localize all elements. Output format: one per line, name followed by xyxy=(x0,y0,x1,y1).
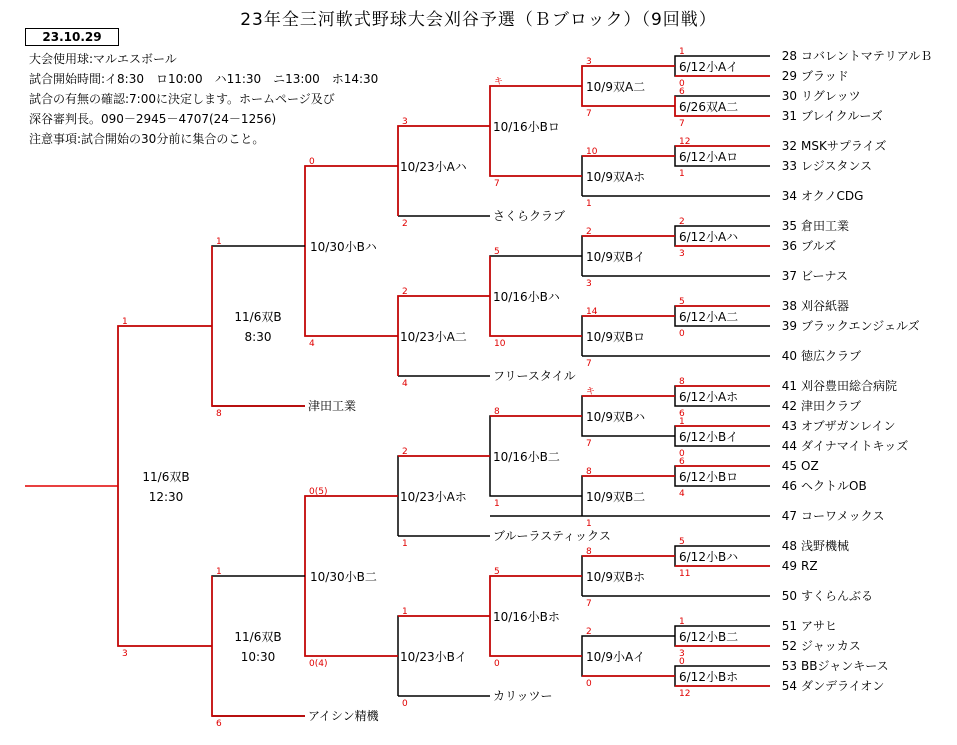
score-v2-top: 0(5) xyxy=(309,487,328,497)
team-number: 28 xyxy=(781,49,797,63)
team-name: 刈谷紙器 xyxy=(801,299,850,313)
team-entry xyxy=(777,509,885,523)
team-name: コバレントマテリアルＢ xyxy=(801,49,933,63)
bracket-lines-round2 xyxy=(582,66,675,676)
match-label: 6/12小Aイ xyxy=(679,60,739,74)
seeded-team: フリースタイル xyxy=(493,369,576,383)
score-final-bottom: 3 xyxy=(122,649,128,659)
score-41: 8 xyxy=(679,377,685,387)
team-entry xyxy=(777,189,863,203)
score-q7-bottom: 7 xyxy=(586,599,592,609)
team-number: 30 xyxy=(781,89,797,103)
team-entry xyxy=(777,459,819,473)
team-entry xyxy=(777,589,873,603)
team-number: 32 xyxy=(781,139,797,153)
team-entry xyxy=(777,399,861,413)
score-w1-bottom: 8 xyxy=(216,409,222,419)
score-43: 1 xyxy=(679,417,685,427)
score-q5-top: キ xyxy=(586,387,596,397)
team-number: 33 xyxy=(781,159,797,173)
team-name: 徳広クラブ xyxy=(801,349,862,363)
team-entry xyxy=(777,379,897,393)
score-28: 1 xyxy=(679,47,685,57)
score-t3-bottom: 1 xyxy=(494,499,500,509)
seeded-team: 津田工業 xyxy=(308,399,357,413)
score-u3-bottom: 1 xyxy=(402,539,408,549)
match-time: 8:30 xyxy=(244,330,272,344)
score-q5-bottom: 7 xyxy=(586,439,592,449)
team-name: ブラックエンジェルズ xyxy=(801,319,920,333)
match-label: 6/12小Aロ xyxy=(679,150,739,164)
info-line-notes: 注意事項:試合開始の30分前に集合のこと。 xyxy=(29,132,265,146)
team-number: 35 xyxy=(781,219,797,233)
team-entry xyxy=(777,269,848,283)
team-number: 44 xyxy=(781,439,797,453)
match-time: 10:30 xyxy=(240,650,276,664)
score-w2-top: 1 xyxy=(216,567,222,577)
score-44: 0 xyxy=(679,449,685,459)
score-52: 3 xyxy=(679,649,685,659)
final-time: 12:30 xyxy=(148,490,184,504)
score-q2-top: 10 xyxy=(586,147,598,157)
team-entry xyxy=(777,159,872,173)
team-name: OZ xyxy=(801,459,819,473)
match-label: 6/12小B二 xyxy=(679,630,739,644)
score-u4-top: 1 xyxy=(402,607,408,617)
match-label: 10/9双A二 xyxy=(586,80,646,94)
match-label: 10/30小Bハ xyxy=(310,240,377,254)
date-box: 23.10.29 xyxy=(25,28,119,46)
team-entry xyxy=(777,109,883,123)
score-30: 6 xyxy=(679,87,685,97)
score-v1-top: 0 xyxy=(309,157,315,167)
team-name: ブレイクルーズ xyxy=(801,109,883,123)
score-v1-bottom: 4 xyxy=(309,339,315,349)
team-name: ブルズ xyxy=(801,239,837,253)
team-number: 53 xyxy=(781,659,797,673)
score-q1-top: 3 xyxy=(586,57,592,67)
score-q7-top: 8 xyxy=(586,547,592,557)
team-number: 49 xyxy=(781,559,797,573)
score-t4-bottom: 0 xyxy=(494,659,500,669)
team-name: ビーナス xyxy=(801,269,849,283)
team-entry xyxy=(777,69,849,83)
team-name: ヘクトルOB xyxy=(801,479,867,493)
final-label: 11/6双B xyxy=(142,470,190,484)
match-label: 10/16小B二 xyxy=(493,450,560,464)
match-label: 6/12小Aホ xyxy=(679,390,739,404)
page-title: 23年全三河軟式野球大会刈谷予選（Ｂブロック）（9回戦） xyxy=(240,10,717,30)
match-label: 10/9双Bホ xyxy=(586,570,646,584)
score-48: 5 xyxy=(679,537,685,547)
team-number: 42 xyxy=(781,399,797,413)
score-39: 0 xyxy=(679,329,685,339)
info-line-ball: 大会使用球:マルエスボール xyxy=(29,52,177,66)
score-t1-bottom: 7 xyxy=(494,179,500,189)
score-31: 7 xyxy=(679,119,685,129)
team-number: 37 xyxy=(781,269,797,283)
info-line-umpire: 深谷審判長。090－2945－4707(24－1256) xyxy=(29,112,277,126)
team-entry xyxy=(777,679,884,693)
match-label: 10/9双Bロ xyxy=(586,330,646,344)
team-number: 29 xyxy=(781,69,797,83)
bracket-lines-round3 xyxy=(398,86,582,696)
team-number: 47 xyxy=(781,509,797,523)
team-name: コーワメックス xyxy=(801,509,885,523)
info-line-start-times: 試合開始時間:イ8:30 ロ10:00 ハ11:30 ニ13:00 ホ14:30 xyxy=(29,72,379,86)
team-name: オブザガンレイン xyxy=(801,419,896,433)
score-u2-bottom: 4 xyxy=(402,379,408,389)
team-number: 41 xyxy=(781,379,797,393)
team-name: アサヒ xyxy=(801,619,838,633)
score-w1-top: 1 xyxy=(216,237,222,247)
team-name: BBジャンキース xyxy=(801,659,889,673)
team-entry xyxy=(777,239,836,253)
team-name: 倉田工業 xyxy=(801,219,850,233)
info-line-confirmation: 試合の有無の確認:7:00に決定します。ホームページ及び xyxy=(29,92,335,106)
team-number: 31 xyxy=(781,109,797,123)
score-t4-top: 5 xyxy=(494,567,500,577)
match-label: 6/12小Aハ xyxy=(679,230,739,244)
team-entry xyxy=(777,349,861,363)
team-entry xyxy=(777,619,837,633)
score-u3-top: 2 xyxy=(402,447,408,457)
team-name: レジスタンス xyxy=(801,159,872,173)
score-t1-top: キ xyxy=(494,77,504,87)
match-label: 6/12小Bイ xyxy=(679,430,739,444)
team-entry xyxy=(777,49,932,63)
score-u4-bottom: 0 xyxy=(402,699,408,709)
match-label: 10/16小Bロ xyxy=(493,120,560,134)
score-53: 0 xyxy=(679,657,685,667)
score-q4-top: 14 xyxy=(586,307,598,317)
team-name: MSKサプライズ xyxy=(801,139,887,153)
score-33: 1 xyxy=(679,169,685,179)
score-labels xyxy=(122,47,690,729)
match-label: 10/9双Bイ xyxy=(586,250,646,264)
seeded-team: アイシン精機 xyxy=(308,709,379,723)
score-final-top: 1 xyxy=(122,317,128,327)
team-entry xyxy=(777,219,849,233)
team-entry xyxy=(777,479,867,493)
score-u1-bottom: 2 xyxy=(402,219,408,229)
match-label: 10/23小Aハ xyxy=(400,160,467,174)
score-q8-bottom: 0 xyxy=(586,679,592,689)
match-label: 10/9双Bハ xyxy=(586,410,646,424)
team-name: ブラッド xyxy=(801,69,849,83)
team-name: RZ xyxy=(801,559,818,573)
team-entry xyxy=(777,299,849,313)
team-entry xyxy=(777,89,861,103)
score-38: 5 xyxy=(679,297,685,307)
score-36: 3 xyxy=(679,249,685,259)
score-w2-bottom: 6 xyxy=(216,719,222,729)
match-label: 10/9双Aホ xyxy=(586,170,646,184)
team-number: 52 xyxy=(781,639,797,653)
team-number: 39 xyxy=(781,319,797,333)
team-number: 46 xyxy=(781,479,797,493)
team-name: オクノCDG xyxy=(801,189,864,203)
match-label: 10/9双B二 xyxy=(586,490,646,504)
score-54: 12 xyxy=(679,689,691,699)
score-42: 6 xyxy=(679,409,685,419)
score-q3-bottom: 3 xyxy=(586,279,592,289)
team-entry xyxy=(777,539,849,553)
team-name: ダンデライオン xyxy=(801,679,885,693)
team-entry xyxy=(777,439,908,453)
score-q4-bottom: 7 xyxy=(586,359,592,369)
match-label: 6/12小A二 xyxy=(679,310,739,324)
score-45: 6 xyxy=(679,457,685,467)
match-label: 10/16小Bホ xyxy=(493,610,560,624)
match-label: 10/23小A二 xyxy=(400,330,467,344)
match-label: 10/9小Aイ xyxy=(586,650,646,664)
score-u1-top: 3 xyxy=(402,117,408,127)
team-number: 43 xyxy=(781,419,797,433)
match-label: 11/6双B xyxy=(234,630,282,644)
score-q1-bottom: 7 xyxy=(586,109,592,119)
score-q8-top: 2 xyxy=(586,627,592,637)
team-entry xyxy=(777,319,920,333)
bracket-lines-round4 xyxy=(398,126,490,696)
team-number: 36 xyxy=(781,239,797,253)
score-t2-top: 5 xyxy=(494,247,500,257)
match-label: 6/26双A二 xyxy=(679,100,739,114)
match-label: 6/12小Bロ xyxy=(679,470,739,484)
match-label: 6/12小Bハ xyxy=(679,550,739,564)
team-name: リグレッツ xyxy=(801,89,861,103)
seeded-team: カリッツー xyxy=(493,689,553,703)
score-46: 4 xyxy=(679,489,685,499)
team-number: 40 xyxy=(781,349,797,363)
seeded-team: さくらクラブ xyxy=(493,209,566,223)
team-number: 48 xyxy=(781,539,797,553)
score-t3-top: 8 xyxy=(494,407,500,417)
team-number: 34 xyxy=(781,189,797,203)
score-q6-top: 8 xyxy=(586,467,592,477)
team-entry xyxy=(777,559,818,573)
score-51: 1 xyxy=(679,617,685,627)
score-35: 2 xyxy=(679,217,685,227)
match-label: 10/16小Bハ xyxy=(493,290,560,304)
score-29: 0 xyxy=(679,79,685,89)
team-name: 刈谷豊田総合病院 xyxy=(801,379,898,393)
score-q2-bottom: 1 xyxy=(586,199,592,209)
score-t2-bottom: 10 xyxy=(494,339,506,349)
team-number: 51 xyxy=(781,619,797,633)
score-49: 11 xyxy=(679,569,691,579)
team-entry xyxy=(777,419,896,433)
score-q6-bottom: 1 xyxy=(586,519,592,529)
team-number: 38 xyxy=(781,299,797,313)
score-q3-top: 2 xyxy=(586,227,592,237)
seeded-team: ブルーラスティックス xyxy=(493,529,611,543)
team-entry xyxy=(777,639,861,653)
team-name: 浅野機械 xyxy=(801,539,850,553)
match-label: 6/12小Bホ xyxy=(679,670,739,684)
team-name: 津田クラブ xyxy=(801,399,862,413)
match-label: 10/30小B二 xyxy=(310,570,377,584)
team-name: ジャッカス xyxy=(801,639,861,653)
match-label: 10/23小Aホ xyxy=(400,490,467,504)
team-entry xyxy=(777,659,889,673)
score-32: 12 xyxy=(679,137,691,147)
team-number: 50 xyxy=(781,589,797,603)
team-entry xyxy=(777,139,886,153)
team-name: すくらんぶる xyxy=(801,589,874,603)
bracket-lines-final xyxy=(25,326,212,646)
team-number: 45 xyxy=(781,459,797,473)
match-label: 10/23小Bイ xyxy=(400,650,467,664)
team-name: ダイナマイトキッズ xyxy=(801,439,909,453)
score-v2-bottom: 0(4) xyxy=(309,659,328,669)
match-label: 11/6双B xyxy=(234,310,282,324)
score-u2-top: 2 xyxy=(402,287,408,297)
team-number: 54 xyxy=(781,679,797,693)
